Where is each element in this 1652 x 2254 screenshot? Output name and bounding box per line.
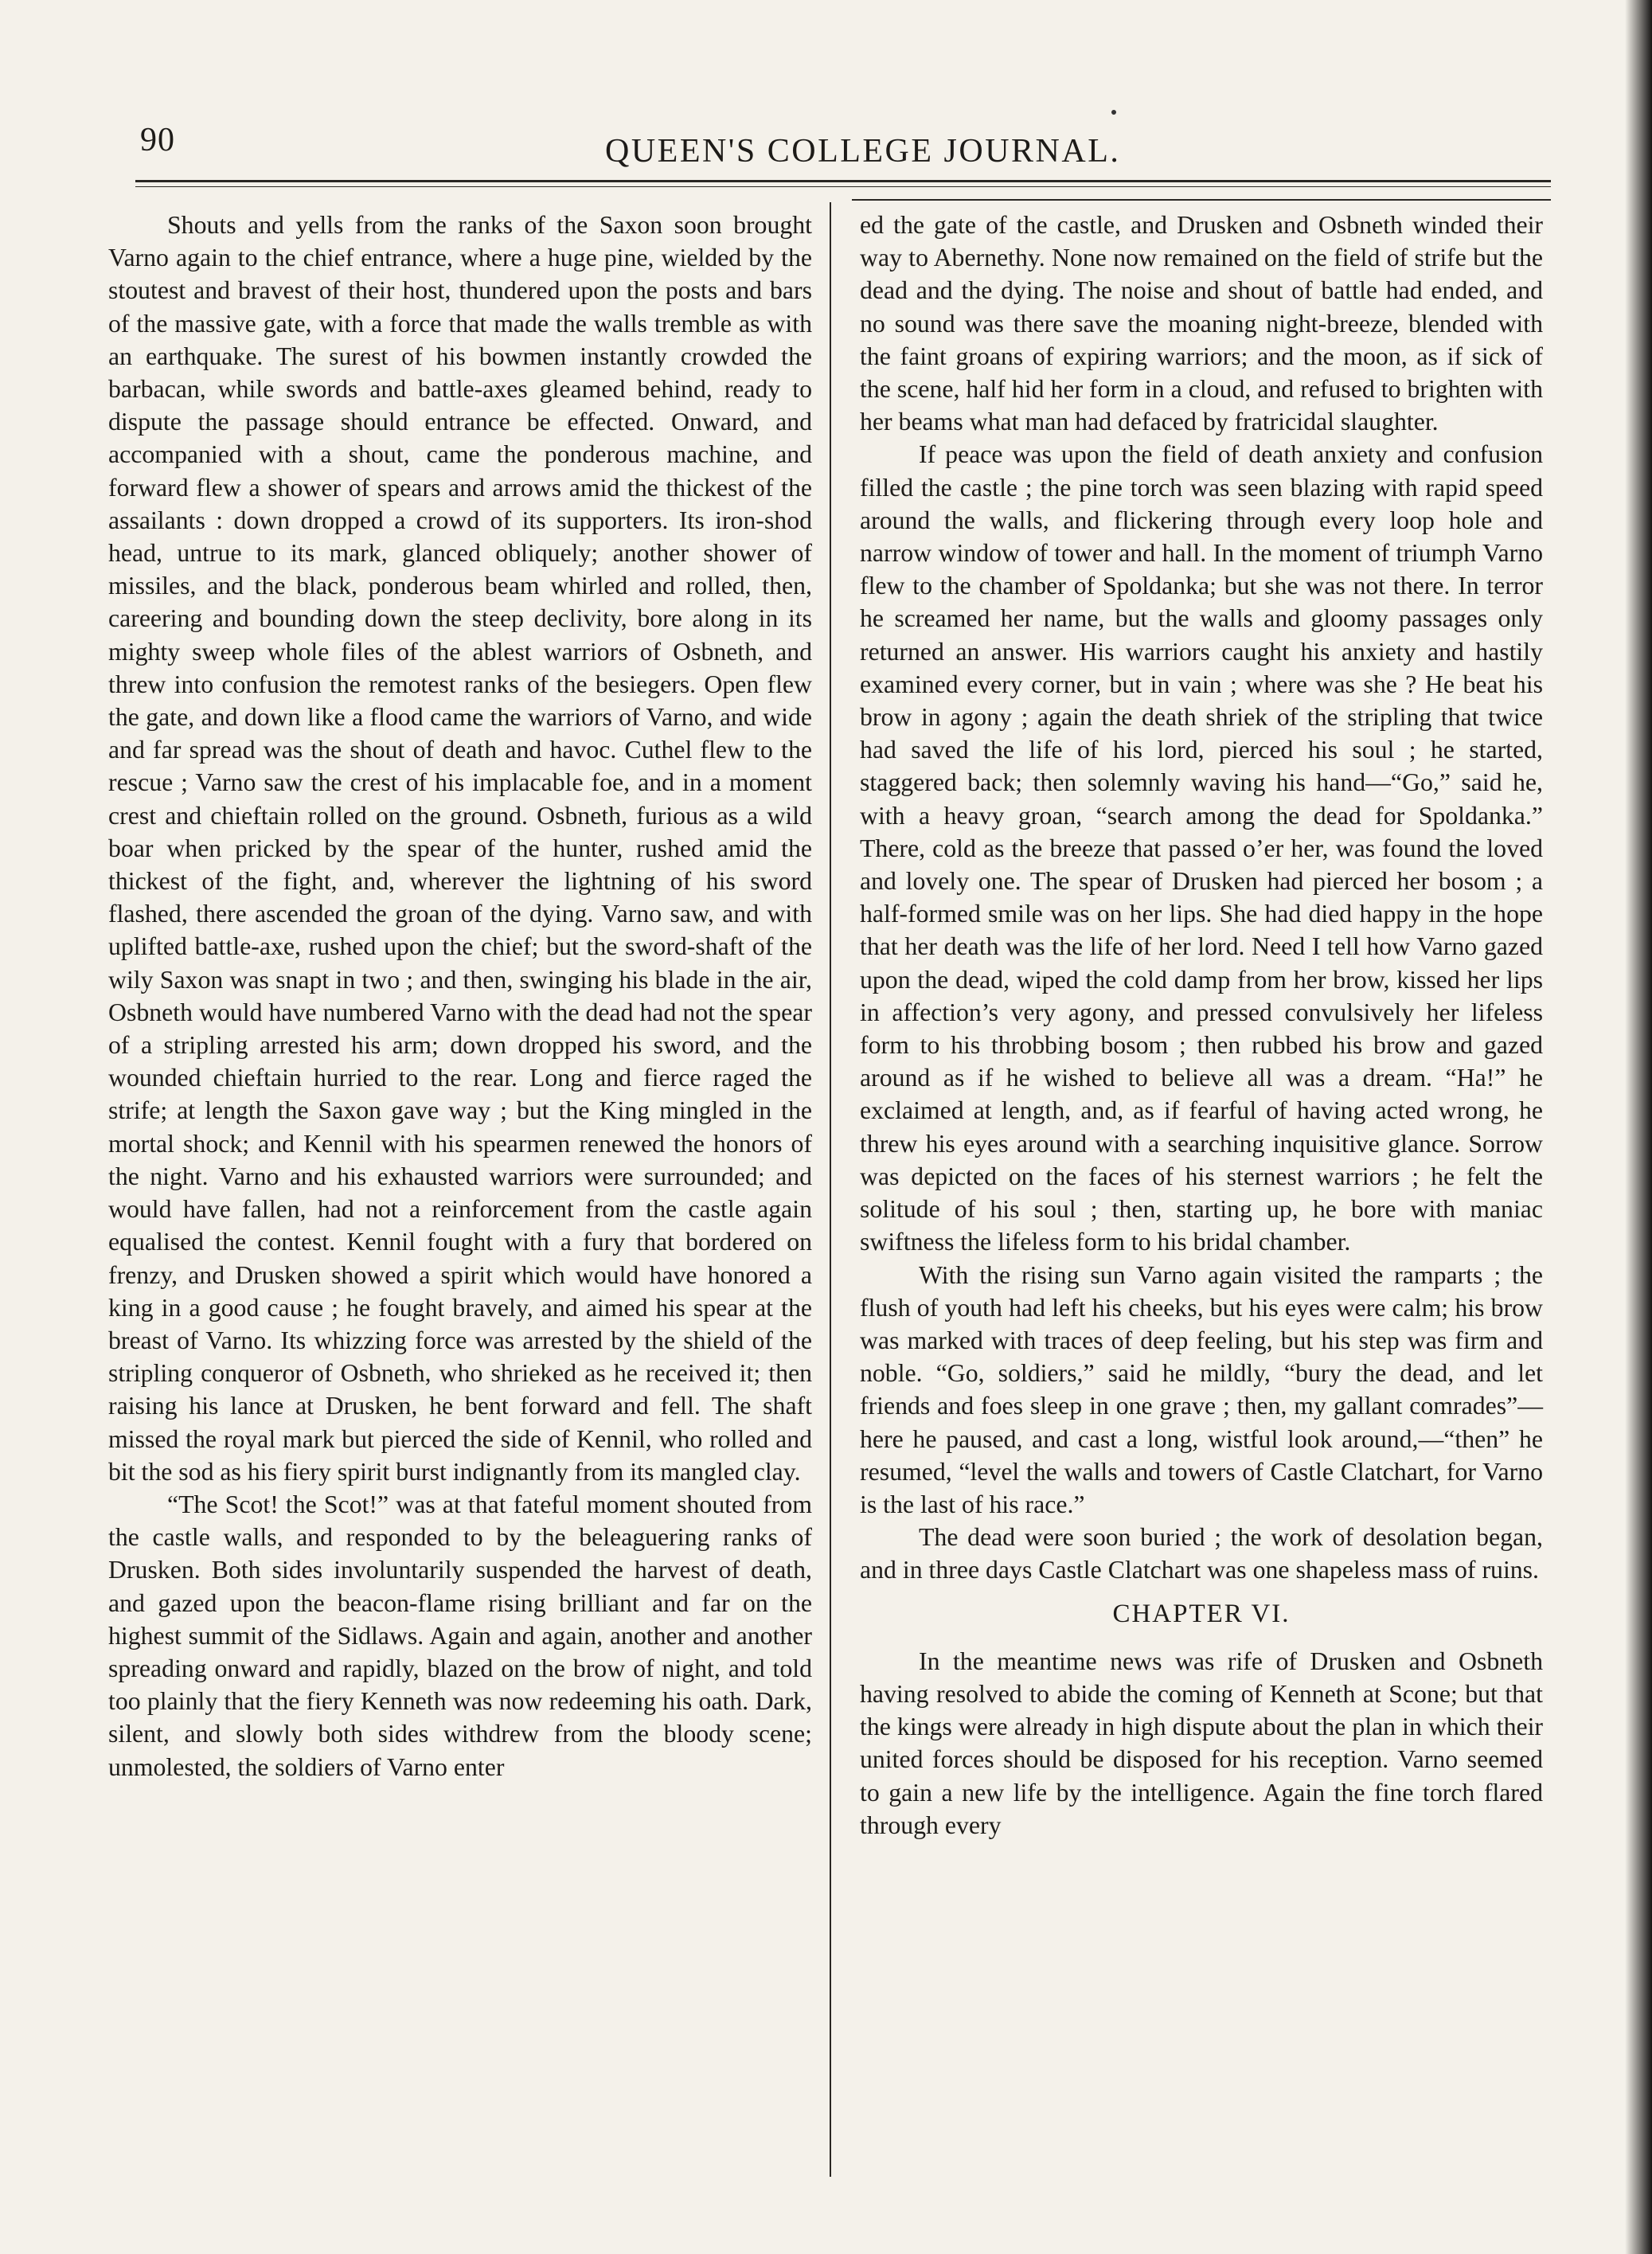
paragraph: “The Scot! the Scot!” was at that fateful moment shouted from the castle walls, and responded to by the beleaguering ranks of Drusken. Both sides involuntarily suspended the harvest of death, and gazed upon the beacon-flame rising brilliant and far on the highest summit of the Sidlaws. Again and again, another and another spreading onward and rapidly, blazed on the brow of night, and told too plainly that the fiery Kenneth was now redeeming his oath. Dark, silent, and slowly both sides withdrew from the bloody scene; unmolested, the soldiers of Varno enter xyxy=(108,1490,812,1781)
header-rule-thick xyxy=(135,180,1551,182)
header-rule-right xyxy=(852,199,1551,201)
chapter-heading: CHAPTER VI. xyxy=(1112,1599,1291,1628)
paragraph: Shouts and yells from the ranks of the Saxon soon brought Varno again to the chief entrance, where a huge pine, wielded by the stoutest and bravest of their host, thundered upon the posts and bars of the massive gate, with a force that made the walls tremble as with an earthquake. The surest of his bowmen instantly crowded the barbacan, while swords and battle-axes gleamed behind, ready to dispute the passage should entrance be effected. Onward, and accompanied with a shout, came the ponderous machine, and forward flew a shower of spears and arrows amid the thickest of the assailants : down dropped a crowd of its supporters. Its iron-shod head, untrue to its mark, glanced obliquely; another shower of missiles, and the black, ponderous beam whirled and rolled, then, careering and bounding down the steep declivity, bore along in its mighty sweep whole files of the ablest warriors of Osbneth, and threw into confusion the remotest ranks of the besiegers. Open flew the gate, and down like a flood came the warriors of Varno, and wide and far spread was the shout of death and havoc. Cuthel flew to the rescue ; Varno saw the crest of his implacable foe, and in a moment crest and chieftain rolled on the ground. Osbneth, furious as a wild boar when pricked by the spear of the hunter, rushed amid the thickest of the fight, and, wherever the lightning of his sword flashed, there ascended the groan of the dying. Varno saw, and with uplifted battle-axe, rushed upon the chief; but the sword-shaft of the wily Saxon was snapt in two ; and then, swinging his blade in the air, Osbneth would have numbered Varno with the dead had not the spear of a stripling arrested his arm; down dropped his sword, and the wounded chieftain hurried to the rear. Long and fierce raged the strife; at length the Saxon gave way ; but the King mingled in the mortal shock; and Kennil with his spearmen renewed the honors of the night. Varno and his exhausted warriors were surrounded; and would have fallen, had not a reinforcement from the castle again equalised the contest. Kennil fought with a fury that bordered on frenzy, and Drusken showed a spirit which would have honored a king in a good cause ; he fought bravely, and aimed his spear at the breast of Varno. Its whizzing force was arrested by the shield of the stripling conqueror of Osbneth, who shrieked as he received it; then raising his lance at Drusken, he bent forward and fell. The shaft missed the royal mark but pierced the side of Kennil, who rolled and bit the sod as his fiery spirit burst indignantly from its mangled clay. xyxy=(108,211,812,1486)
right-column xyxy=(860,209,1543,1842)
page-edge-shadow xyxy=(1625,0,1652,2254)
journal-title: QUEEN'S COLLEGE JOURNAL. xyxy=(605,133,1121,170)
paragraph-continuation: ed the gate of the castle, and Drusken and Osbneth winded their way to Abernethy. None now remained on the field of strife but the dead and the dying. The noise and shout of battle had ended, and no sound was there save the moaning night-breeze, blended with the faint groans of expiring warriors; and the moon, as if sick of the scene, half hid her form in a cloud, and refused to brighten with her beams what man had defaced by fratricidal slaughter. xyxy=(860,211,1543,436)
paragraph: In the meantime news was rife of Drusken and Osbneth having resolved to abide the coming of Kenneth at Scone; but that the kings were already in high dispute about the plan in which their united forces should be disposed for his reception. Varno seemed to gain a new life by the intelligence. Again the fine torch flared through every xyxy=(860,1647,1543,1839)
paragraph: If peace was upon the field of death anxiety and confusion filled the castle ; the pine torch was seen blazing with rapid speed around the walls, and flickering through every loop hole and narrow window of tower and hall. In the moment of triumph Varno flew to the chamber of Spoldanka; but she was not there. In terror he screamed her name, but the walls and gloomy passages only returned an answer. His warriors caught his anxiety and hastily examined every corner, but in vain ; where was she ? He beat his brow in agony ; again the death shriek of the stripling that twice had saved the life of his lord, pierced his soul ; he started, staggered back; then solemnly waving his hand—“Go,” said he, with a heavy groan, “search among the dead for Spoldanka.” There, cold as the breeze that passed o’er her, was found the loved and lovely one. The spear of Drusken had pierced her bosom ; a half-formed smile was on her lips. She had died happy in the hope that her death was the life of her lord. Need I tell how Varno gazed upon the dead, wiped the cold damp from her brow, kissed her lips in affection’s very agony, and pressed convulsively her lifeless form to his throbbing bosom ; then rubbed his brow and gazed around as if he wished to believe all was a dream. “Ha!” he exclaimed at length, and, as if fearful of having acted wrong, he threw his eyes around with a searching inquisitive glance. Sorrow was depicted on the faces of his sternest warriors ; he felt the solitude of his soul ; then, starting up, he bore with maniac swiftness the lifeless form to his bridal chamber. xyxy=(860,440,1543,1256)
paragraph: The dead were soon buried ; the work of desolation began, and in three days Castle Clatchart was one shapeless mass of ruins. xyxy=(860,1523,1543,1584)
left-column xyxy=(108,209,812,1783)
header-rule-thin xyxy=(135,186,1551,187)
page-number: 90 xyxy=(140,122,175,158)
print-speck xyxy=(1111,110,1116,115)
paragraph: With the rising sun Varno again visited the ramparts ; the flush of youth had left his cheeks, but his eyes were calm; his brow was marked with traces of deep feeling, but his step was firm and noble. “Go, soldiers,” said he mildly, “bury the dead, and let friends and foes sleep in one grave ; then, my gallant comrades”—here he paused, and cast a long, wistful look around,—“then” he resumed, “level the walls and towers of Castle Clatchart, for Varno is the last of his race.” xyxy=(860,1260,1543,1518)
column-divider xyxy=(830,202,831,2177)
